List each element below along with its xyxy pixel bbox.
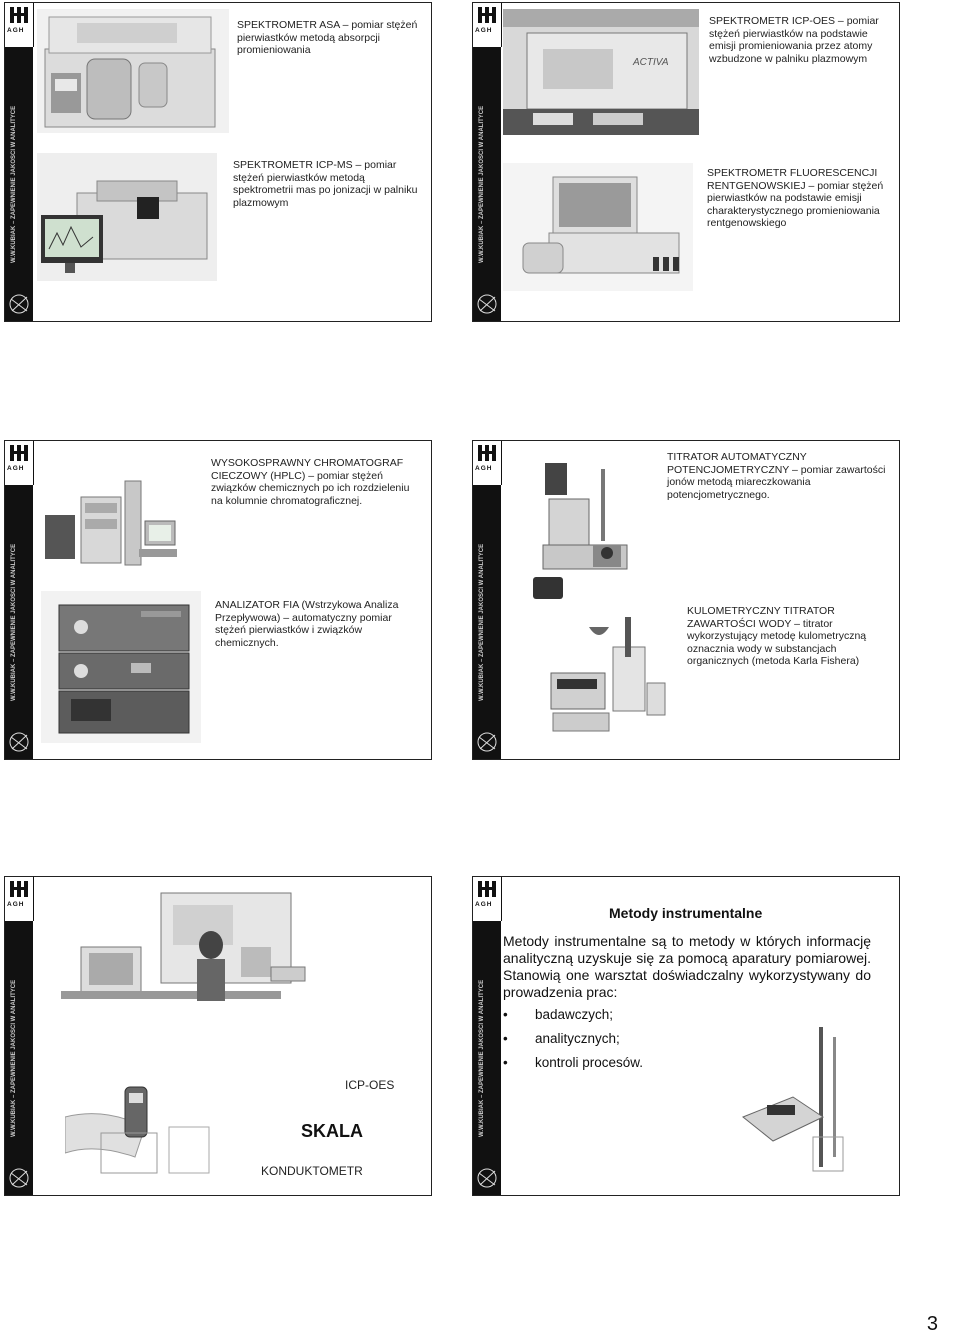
network-icon: [475, 1163, 499, 1193]
network-icon: [7, 727, 31, 757]
slide-spectrometers-2: [472, 2, 900, 322]
konduktometr-label: KONDUKTOMETR: [261, 1164, 363, 1178]
agh-logo: AGH: [5, 877, 34, 921]
icpms-caption: SPEKTROMETR ICP-MS – pomiar stężeń pierwiastków metodą spektrometrii mas po jonizacji w palniku plazmowym: [233, 159, 418, 209]
xrf-caption: SPEKTROMETR FLUORESCENCJI RENTGENOWSKIEJ – pomiar stężeń pierwiastków na podstawie emisji charakterystycznego promieniowania rentgenowskiego: [707, 167, 884, 229]
kf-caption: KULOMETRYCZNY TITRATOR ZAWARTOŚCI WODY – titrator wykorzystujący metodę kulometryczną oznacznia wody w substancjach organicznych (metoda Karla Fishera): [687, 605, 867, 667]
network-icon: [475, 727, 499, 757]
bullet-icon: •: [503, 1055, 508, 1070]
potentiometric-titrator-photo: [529, 449, 657, 609]
bullet-icon: •: [503, 1007, 508, 1022]
icpoes-spectrometer-photo: [503, 9, 699, 135]
icp-lab-photo: [61, 887, 311, 1037]
asa-caption: SPEKTROMETR ASA – pomiar stężeń pierwiastków metodą absorpcji promieniowania: [237, 19, 418, 56]
list-item: • badawczych;: [503, 1007, 614, 1022]
network-icon: [475, 289, 499, 319]
icp-label: ICP-OES: [345, 1078, 395, 1092]
slide-spectrometers-1: [4, 2, 432, 322]
vertical-label: W.W.KUBIAK – ZAPEWNIENIE JAKOŚCI W ANALITYCE: [479, 543, 485, 701]
fia-caption: ANALIZATOR FIA (Wstrzykowa Analiza Przepływowa) – automatyczny pomiar stężeń pierwiastków i związków chemicznych.: [215, 599, 399, 649]
agh-logo: AGH: [473, 3, 502, 47]
vertical-label: W.W.KUBIAK – ZAPEWNIENIE JAKOŚCI W ANALITYCE: [479, 105, 485, 263]
slide-scale: [4, 876, 432, 1196]
hplc-caption: WYSOKOSPRAWNY CHROMATOGRAF CIECZOWY (HPLC) – pomiar stężeń związków chemicznych po ich rozdzieleniu na kolumnie chromatograficznej.: [211, 457, 410, 507]
kf-titrator-photo: [543, 603, 673, 743]
titrator-caption: TITRATOR AUTOMATYCZNY POTENCJOMETRYCZNY – pomiar zawartości jonów metodą miareczkowania potencjometrycznego.: [667, 451, 886, 501]
meter-device-photo: [733, 1017, 863, 1177]
agh-logo: AGH: [5, 3, 34, 47]
svg-text:ACTIVA: ACTIVA: [633, 57, 669, 68]
icpms-spectrometer-photo: [37, 153, 217, 281]
vertical-label: W.W.KUBIAK – ZAPEWNIENIE JAKOŚCI W ANALITYCE: [11, 543, 17, 701]
icpoes-caption: SPEKTROMETR ICP-OES – pomiar stężeń pierwiastków na podstawie emisji promieniowania przez atomy wzbudzone w palniku plazmowym: [709, 15, 879, 65]
slide-instrumental-methods: [472, 876, 900, 1196]
fia-analyzer-photo: [41, 591, 201, 743]
conductometer-photo: [65, 1077, 215, 1177]
bullet-icon: •: [503, 1031, 508, 1046]
list-item: • kontroli procesów.: [503, 1055, 644, 1070]
slide-body: Metody instrumentalne są to metody w których informację analityczną uzyskuje się za pomocą aparatury pomiarowej. Stanowią one warsztat doświadczalny wykorzystywany do prowadzenia prac:: [503, 933, 871, 1000]
slide-titrators: [472, 440, 900, 760]
list-item: • analitycznych;: [503, 1031, 620, 1046]
skala-label: SKALA: [301, 1121, 363, 1141]
slide-chromatography-fia: [4, 440, 432, 760]
asa-spectrometer-photo: [37, 9, 229, 133]
agh-logo: AGH: [473, 877, 502, 921]
vertical-label: W.W.KUBIAK – ZAPEWNIENIE JAKOŚCI W ANALITYCE: [11, 105, 17, 263]
page-number: 3: [926, 1313, 938, 1335]
vertical-label: W.W.KUBIAK – ZAPEWNIENIE JAKOŚCI W ANALITYCE: [11, 979, 17, 1137]
network-icon: [7, 289, 31, 319]
network-icon: [7, 1163, 31, 1193]
hplc-chromatograph-photo: [41, 475, 181, 575]
agh-logo: AGH: [5, 441, 34, 485]
bullet-list: [503, 1007, 723, 1079]
xrf-spectrometer-photo: [503, 163, 693, 291]
agh-logo: AGH: [473, 441, 502, 485]
slide-title: Metody instrumentalne: [609, 905, 763, 921]
vertical-label: W.W.KUBIAK – ZAPEWNIENIE JAKOŚCI W ANALITYCE: [479, 979, 485, 1137]
